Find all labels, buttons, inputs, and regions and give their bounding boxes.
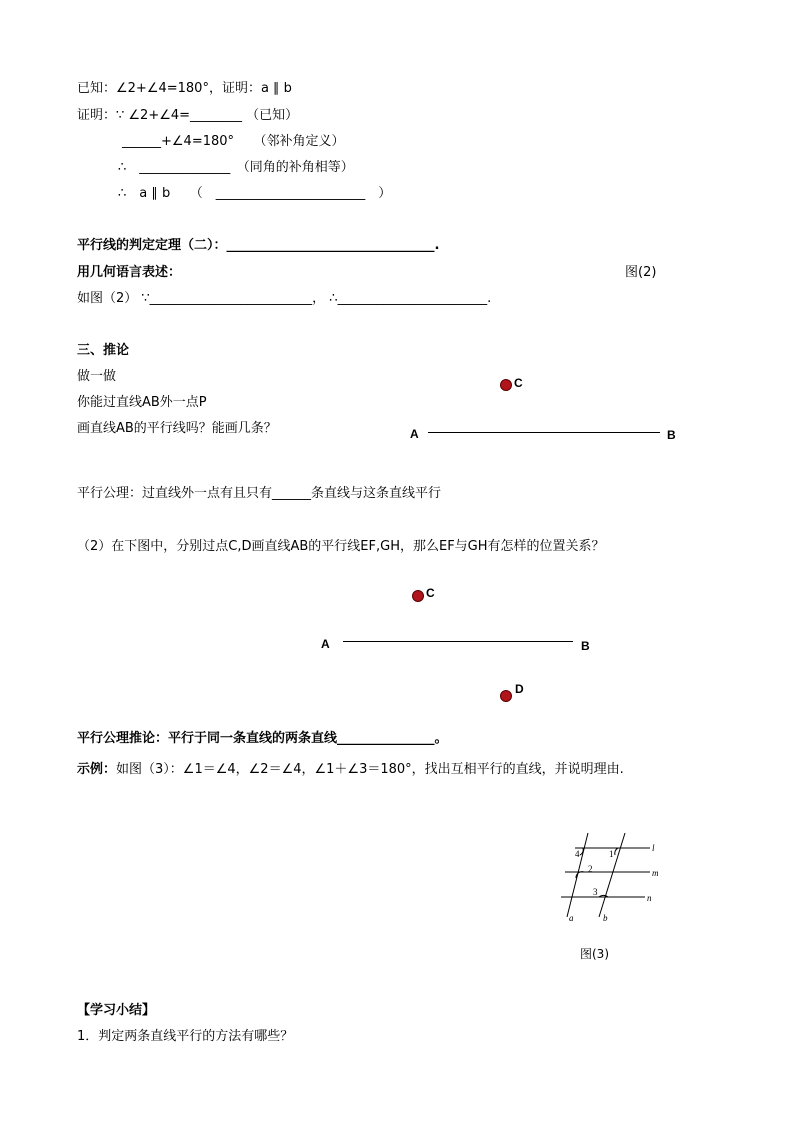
angle2-label: 2: [588, 864, 593, 874]
line-b: [599, 833, 625, 917]
line-ab: [428, 432, 660, 433]
geometric-language-label: 用几何语言表述：: [77, 265, 182, 280]
figure3-diagram: [555, 825, 665, 925]
point-b-label: B: [667, 428, 676, 442]
point-d-label: D: [515, 682, 524, 696]
line-a-label: a: [569, 913, 574, 923]
parallel-axiom: 平行公理：过直线外一点有且只有______条直线与这条直线平行: [77, 486, 442, 501]
point-c-dot: [412, 590, 424, 602]
example-line: [77, 762, 624, 778]
line-n-label: n: [647, 893, 652, 903]
proof-line-4: ∴ a ∥ b （ _______________________ ）: [118, 186, 392, 201]
example-prefix: 示例：: [77, 762, 117, 777]
figure3-caption: 图(3): [580, 947, 609, 961]
line-m-label: m: [652, 868, 659, 878]
point-b-label: B: [581, 639, 590, 653]
question1-line-b: 画直线AB的平行线吗？能画几条？: [77, 421, 277, 436]
section3-heading: 三、推论: [77, 343, 130, 358]
figure2-label: 图(2): [625, 265, 657, 280]
theorem2-title: 平行线的判定定理（二）：________________________________.: [77, 238, 440, 253]
example-text: 如图（3）：∠1＝∠4，∠2＝∠4，∠1＋∠3＝180°，找出互相平行的直线，并说明理由.: [116, 762, 624, 777]
summary-heading: 【学习小结】: [77, 1003, 156, 1018]
question1-line-a: 你能过直线AB外一点P: [77, 395, 207, 410]
angle4-label: 4: [575, 849, 580, 859]
proof-line-3: ∴ ______________ （同角的补角相等）: [118, 160, 354, 175]
point-c-dot: [500, 379, 512, 391]
summary-question1: 1．判定两条直线平行的方法有哪些？: [77, 1029, 294, 1044]
try-title: 做一做: [77, 369, 117, 384]
point-c-label: C: [514, 376, 523, 390]
angle1-label: 1: [609, 849, 614, 859]
line-b-label: b: [603, 913, 608, 923]
point-c-label: C: [426, 586, 435, 600]
angle3-label: 3: [593, 887, 598, 897]
line-l-label: l: [652, 843, 655, 853]
proof-line-2: ______+∠4=180° （邻补角定义）: [122, 134, 345, 149]
theorem2-fill-line: 如图（2） ∵_________________________， ∴_______________________.: [77, 291, 492, 306]
question2: （2）在下图中，分别过点C,D画直线AB的平行线EF,GH，那么EF与GH有怎样的位置关系？: [77, 539, 605, 554]
point-d-dot: [500, 690, 512, 702]
line-ab: [343, 641, 573, 642]
parallel-corollary: 平行公理推论：平行于同一条直线的两条直线_______________。: [77, 731, 448, 746]
proof-line-1: 证明：∵ ∠2+∠4=________ （已知）: [77, 108, 299, 123]
given-statement: 已知：∠2+∠4=180°，证明：a ∥ b: [77, 81, 292, 96]
point-a-label: A: [410, 427, 419, 441]
point-a-label: A: [321, 637, 330, 651]
line-a: [567, 833, 588, 917]
